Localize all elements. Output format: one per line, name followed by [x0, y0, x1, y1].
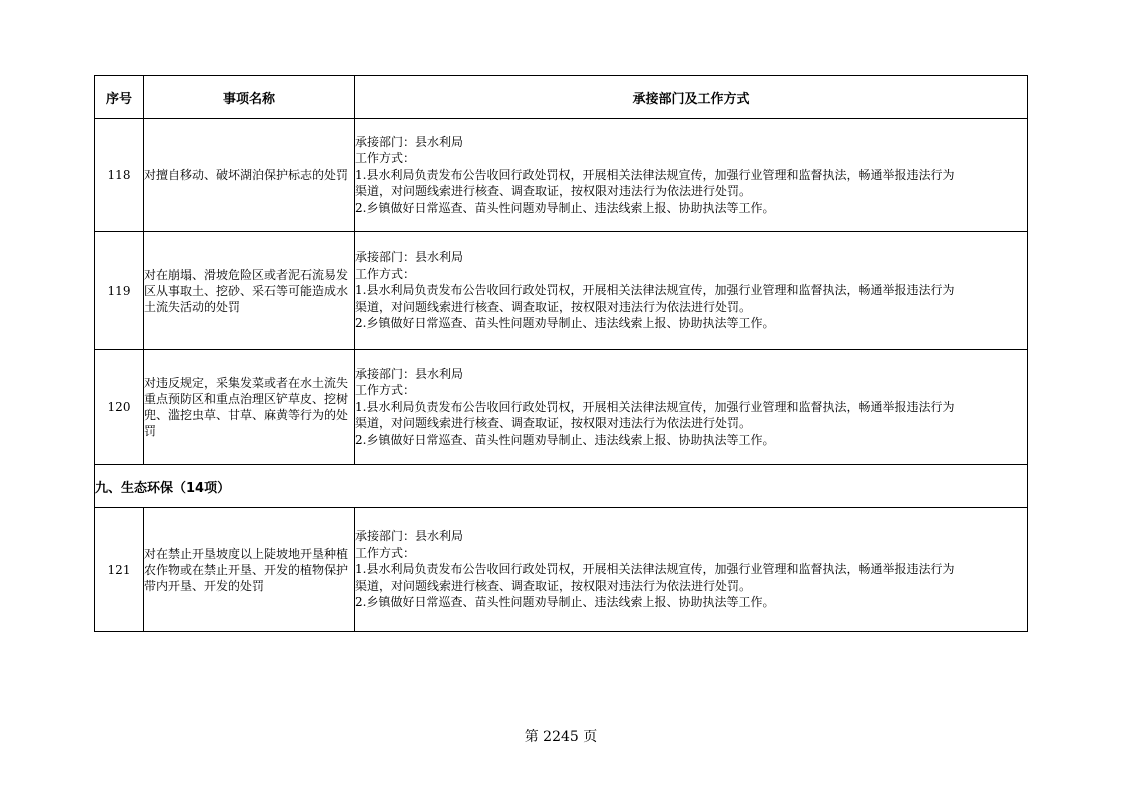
- dept-line: 1.县水利局负责发布公告收回行政处罚权，开展相关法律法规宣传，加强行业管理和监督执法，畅通举报违法行为: [355, 562, 955, 577]
- header-name: 事项名称: [144, 76, 355, 119]
- dept-line: 2.乡镇做好日常巡查、苗头性问题劝导制止、违法线索上报、协助执法等工作。: [355, 200, 775, 215]
- items-table: [94, 75, 1028, 632]
- table-row: [95, 350, 1028, 465]
- dept-line: 渠道，对问题线索进行核查、调查取证，按权限对违法行为依法进行处罚。: [355, 416, 752, 431]
- item-name: 对在禁止开垦坡度以上陡坡地开垦种植农作物或在禁止开垦、开发的植物保护带内开垦、开发的处罚: [144, 508, 355, 632]
- dept-method: [355, 350, 1028, 465]
- row-number: 119: [95, 232, 144, 350]
- header-no: 序号: [95, 76, 144, 119]
- dept-line: 承接部门：县水利局: [355, 366, 464, 381]
- dept-line: 1.县水利局负责发布公告收回行政处罚权，开展相关法律法规宣传，加强行业管理和监督执法，畅通举报违法行为: [355, 167, 955, 182]
- dept-line: 承接部门：县水利局: [355, 250, 464, 265]
- dept-method: [355, 232, 1028, 350]
- dept-line: 渠道，对问题线索进行核查、调查取证，按权限对违法行为依法进行处罚。: [355, 299, 752, 314]
- dept-line: 1.县水利局负责发布公告收回行政处罚权，开展相关法律法规宣传，加强行业管理和监督执法，畅通举报违法行为: [355, 399, 955, 414]
- dept-line: 2.乡镇做好日常巡查、苗头性问题劝导制止、违法线索上报、协助执法等工作。: [355, 432, 775, 447]
- dept-line: 工作方式：: [355, 383, 416, 398]
- table-row: [95, 119, 1028, 232]
- dept-line: 渠道，对问题线索进行核查、调查取证，按权限对违法行为依法进行处罚。: [355, 578, 752, 593]
- dept-method: [355, 119, 1028, 232]
- dept-line: 承接部门：县水利局: [355, 134, 464, 149]
- dept-line: 2.乡镇做好日常巡查、苗头性问题劝导制止、违法线索上报、协助执法等工作。: [355, 316, 775, 331]
- header-dept: 承接部门及工作方式: [355, 76, 1028, 119]
- dept-line: 1.县水利局负责发布公告收回行政处罚权，开展相关法律法规宣传，加强行业管理和监督执法，畅通举报违法行为: [355, 283, 955, 298]
- table-row: [95, 232, 1028, 350]
- dept-line: 工作方式：: [355, 545, 416, 560]
- dept-line: 渠道，对问题线索进行核查、调查取证，按权限对违法行为依法进行处罚。: [355, 184, 752, 199]
- dept-line: 承接部门：县水利局: [355, 529, 464, 544]
- table-header-row: [95, 76, 1028, 119]
- item-name: 对违反规定，采集发菜或者在水土流失重点预防区和重点治理区铲草皮、挖树兜、滥挖虫草、甘草、麻黄等行为的处罚: [144, 350, 355, 465]
- page-number: 第 2245 页: [524, 729, 598, 745]
- dept-line: 工作方式：: [355, 151, 416, 166]
- row-number: 120: [95, 350, 144, 465]
- row-number: 118: [95, 119, 144, 232]
- row-number: 121: [95, 508, 144, 632]
- dept-line: 工作方式：: [355, 266, 416, 281]
- section-row: [95, 465, 1028, 508]
- dept-method: [355, 508, 1028, 632]
- section-title: 九、生态环保（14项）: [95, 465, 1028, 508]
- dept-line: 2.乡镇做好日常巡查、苗头性问题劝导制止、违法线索上报、协助执法等工作。: [355, 595, 775, 610]
- item-name: 对擅自移动、破坏湖泊保护标志的处罚: [144, 119, 355, 232]
- table-row: [95, 508, 1028, 632]
- item-name: 对在崩塌、滑坡危险区或者泥石流易发区从事取土、挖砂、采石等可能造成水土流失活动的处罚: [144, 232, 355, 350]
